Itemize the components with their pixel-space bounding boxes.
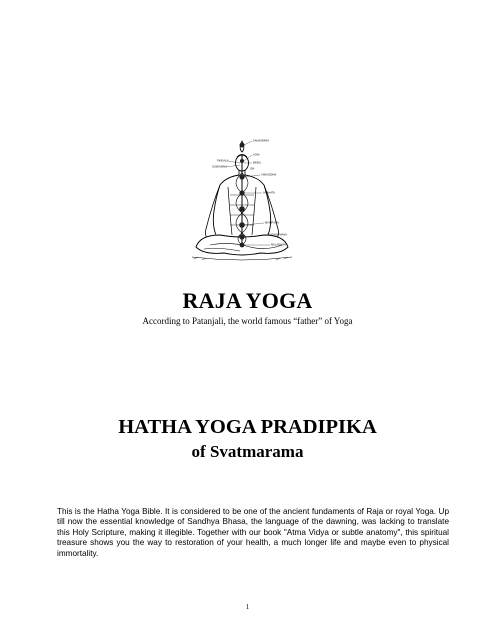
page-number: 1 (245, 603, 250, 611)
chakra-label-ida: IDA (250, 167, 255, 171)
chakra-label-pingala: PINGALA (217, 159, 229, 163)
page-title: RAJA YOGA (182, 288, 313, 313)
yogi-chakra-illustration (190, 135, 310, 275)
chakra-label-svadhisthana: SVADHISTHANA (267, 233, 287, 237)
book-subtitle: of Svatmarama (191, 442, 304, 461)
chakra-label-anahata: ANAHATA (263, 191, 275, 195)
description-paragraph: This is the Hatha Yoga Bible. It is considered to be one of the ancient fundaments of Raja or royal Yoga. Up till now the essential knowledge of Sandhya Bhasa, the language of the dawning, was lacking to translate this Holy Scripture, making it illegible. Together with our book "Atma Vidya or subtle anatomy", this spiritual treasure shows you the way to restoration of your health, a much longer life and maybe even to physical immortality. (57, 507, 449, 558)
chakra-label-manipura: MANIPURA (265, 221, 279, 225)
chakra-label-vishuddha: VISHUDDHA (261, 173, 277, 177)
chakra-label-ajna: AJNA (253, 153, 260, 157)
chakra-label-sahasrara: SAHASRARA (253, 139, 269, 143)
meditating-figure-drawing (190, 135, 310, 275)
chakra-label-bindu: BINDU (253, 161, 262, 165)
chakra-label-muladhara: MULADHARA (271, 243, 288, 247)
book-title: HATHA YOGA PRADIPIKA (118, 416, 377, 438)
page-subtitle: According to Patanjali, the world famous “father” of Yoga (142, 316, 353, 326)
chakra-label-sushumna: SUSHUMNA (212, 165, 227, 169)
